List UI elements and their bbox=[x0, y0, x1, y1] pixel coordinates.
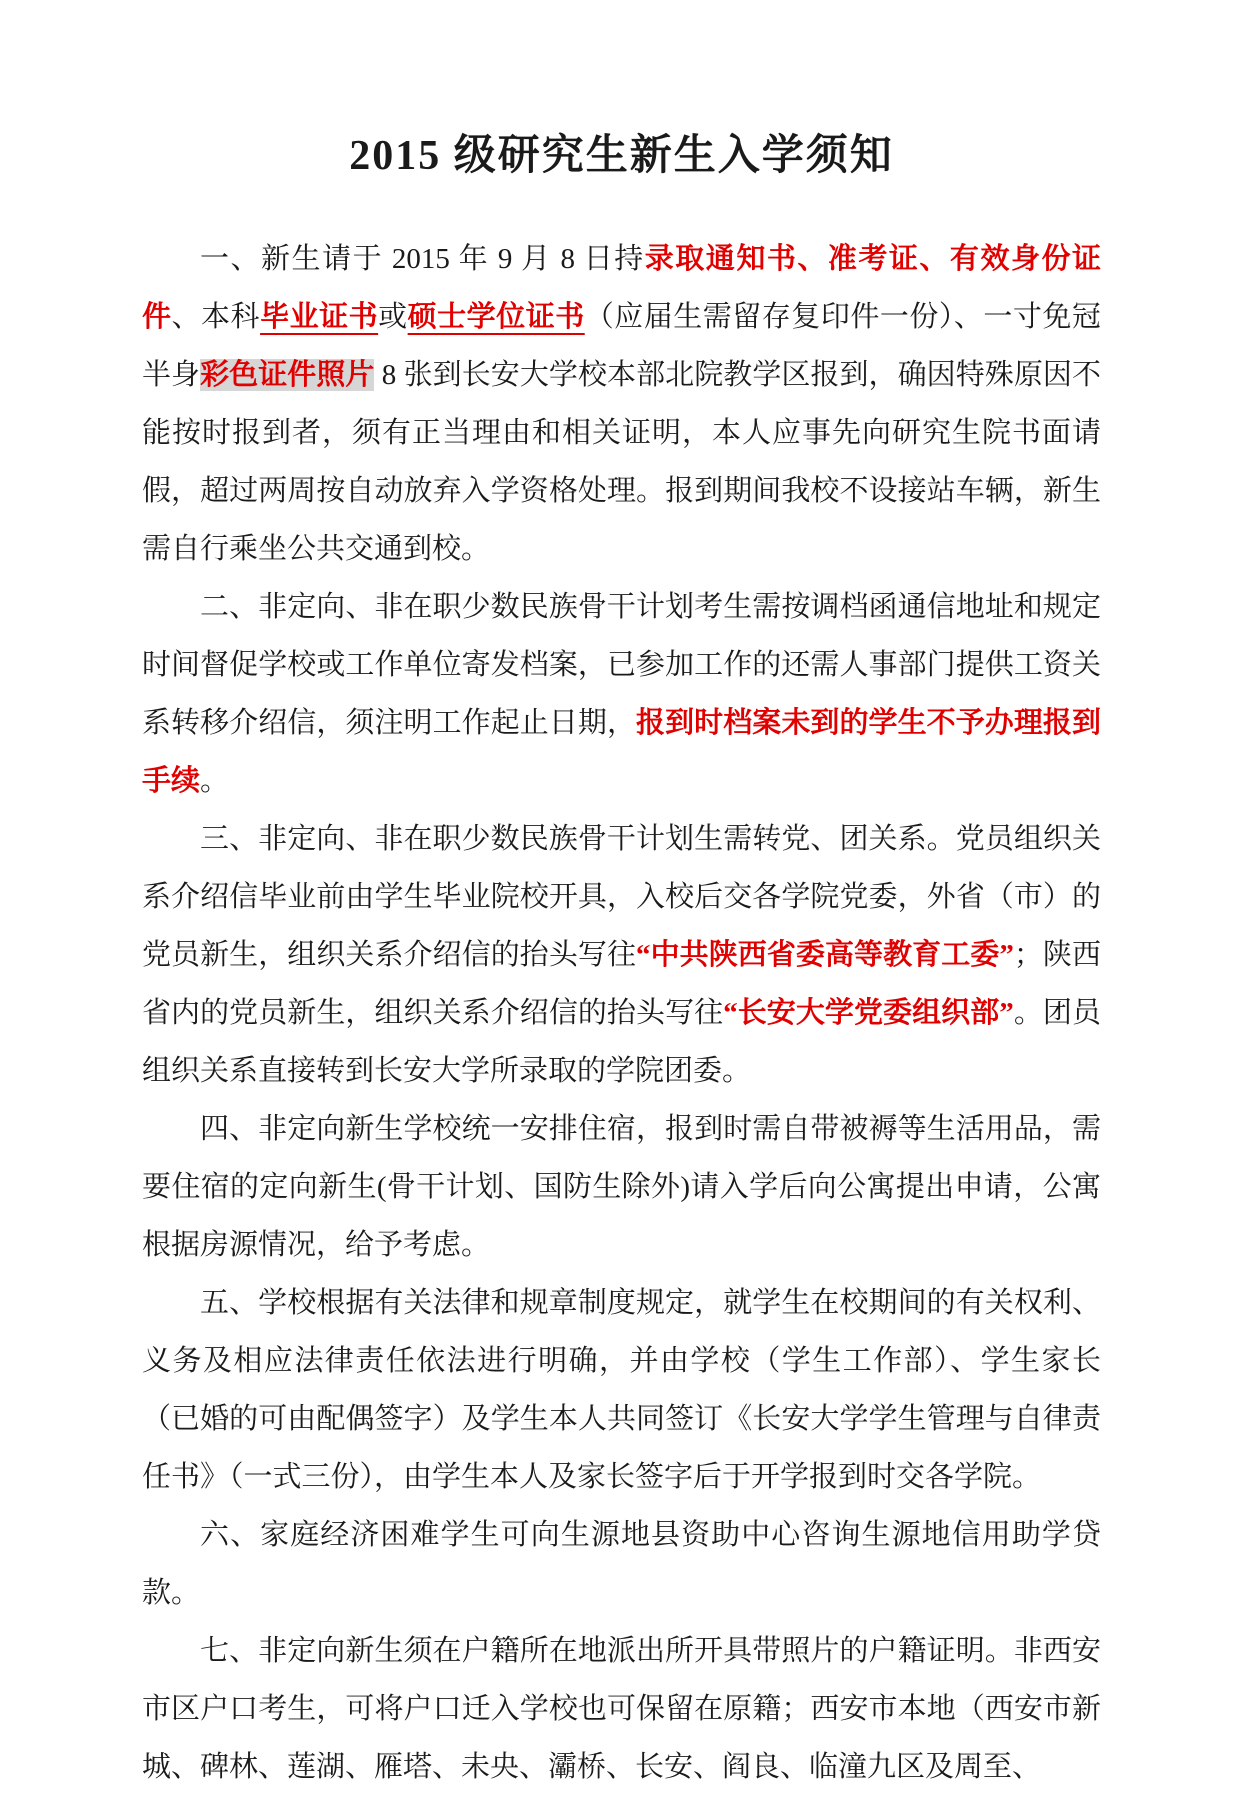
text-run-red-bold: “长安大学党委组织部” bbox=[723, 997, 1014, 1029]
text-run-normal: 三、非定向、非在职少数民族骨干计划生需转党、团关系。党员组织关系介绍信毕业前由学生毕业院校开具，入校后交各学院党委，外省（市）的党员新生，组织关系介绍信的抬头写往 bbox=[142, 823, 1101, 971]
text-run-normal: ；陕西省内的党员新生，组织关系介绍信的抬头写往 bbox=[142, 939, 1101, 1029]
text-run-normal: 四、非定向新生学校统一安排住宿，报到时需自带被褥等生活用品，需要住宿的定向新生(骨干计划、国防生除外)请入学后向公寓提出申请，公寓根据房源情况，给予考虑。 bbox=[142, 1113, 1101, 1261]
text-run-red-bold: 报到时档案未到的学生不予办理报到手续 bbox=[142, 707, 1101, 797]
text-run-normal: 8 张到长安大学校本部北院教学区报到，确因特殊原因不能按时报到者，须有正当理由和相关证明，本人应事先向研究生院书面请假，超过两周按自动放弃入学资格处理。报到期间我校不设接站车辆，新生需自行乘坐公共交通到校。 bbox=[142, 359, 1101, 565]
text-run-red-bold-underline: 毕业证书 bbox=[260, 301, 379, 333]
text-run-normal: 七、非定向新生须在户籍所在地派出所开具带照片的户籍证明。非西安市区户口考生，可将户口迁入学校也可保留在原籍；西安市本地（西安市新城、碑林、莲湖、雁塔、未央、灞桥、长安、阎良、临潼九区及周至、 bbox=[142, 1635, 1101, 1783]
paragraph bbox=[142, 578, 1101, 810]
text-run-normal: 或 bbox=[378, 301, 408, 333]
document-body bbox=[142, 230, 1101, 1796]
text-run-red-bold-highlight: 彩色证件照片 bbox=[200, 359, 375, 391]
text-run-normal: 、本科 bbox=[171, 301, 261, 333]
document-title: 2015 级研究生新生入学须知 bbox=[349, 133, 894, 179]
text-run-normal: （应届生需留存复印件一份）、一寸免冠半身 bbox=[142, 301, 1101, 391]
text-run-normal: 一、新生请于 2015 年 9 月 8 日持 bbox=[200, 243, 645, 275]
text-run-normal: 二、非定向、非在职少数民族骨干计划考生需按调档函通信地址和规定时间督促学校或工作单位寄发档案，已参加工作的还需人事部门提供工资关系转移介绍信，须注明工作起止日期， bbox=[142, 591, 1101, 739]
paragraph bbox=[142, 1506, 1101, 1622]
text-run-normal: 。团员组织关系直接转到长安大学所录取的学院团委。 bbox=[142, 997, 1101, 1087]
paragraph bbox=[142, 1274, 1101, 1506]
text-run-red-bold: “中共陕西省委高等教育工委” bbox=[636, 939, 1014, 971]
text-run-normal: 。 bbox=[200, 765, 230, 797]
text-run-red-bold-underline: 硕士学位证书 bbox=[407, 301, 585, 333]
text-run-normal: 六、家庭经济困难学生可向生源地县资助中心咨询生源地信用助学贷款。 bbox=[142, 1519, 1101, 1609]
paragraph bbox=[142, 810, 1101, 1100]
paragraph bbox=[142, 1622, 1101, 1796]
paragraph bbox=[142, 1100, 1101, 1274]
text-run-normal: 五、学校根据有关法律和规章制度规定，就学生在校期间的有关权利、义务及相应法律责任依法进行明确，并由学校（学生工作部）、学生家长（已婚的可由配偶签字）及学生本人共同签订《长安大学学生管理与自律责任书》（一式三份），由学生本人及家长签字后于开学报到时交各学院。 bbox=[142, 1287, 1101, 1493]
text-run-red-bold: 录取通知书、准考证、有效身份证件 bbox=[142, 243, 1101, 333]
paragraph bbox=[142, 230, 1101, 578]
